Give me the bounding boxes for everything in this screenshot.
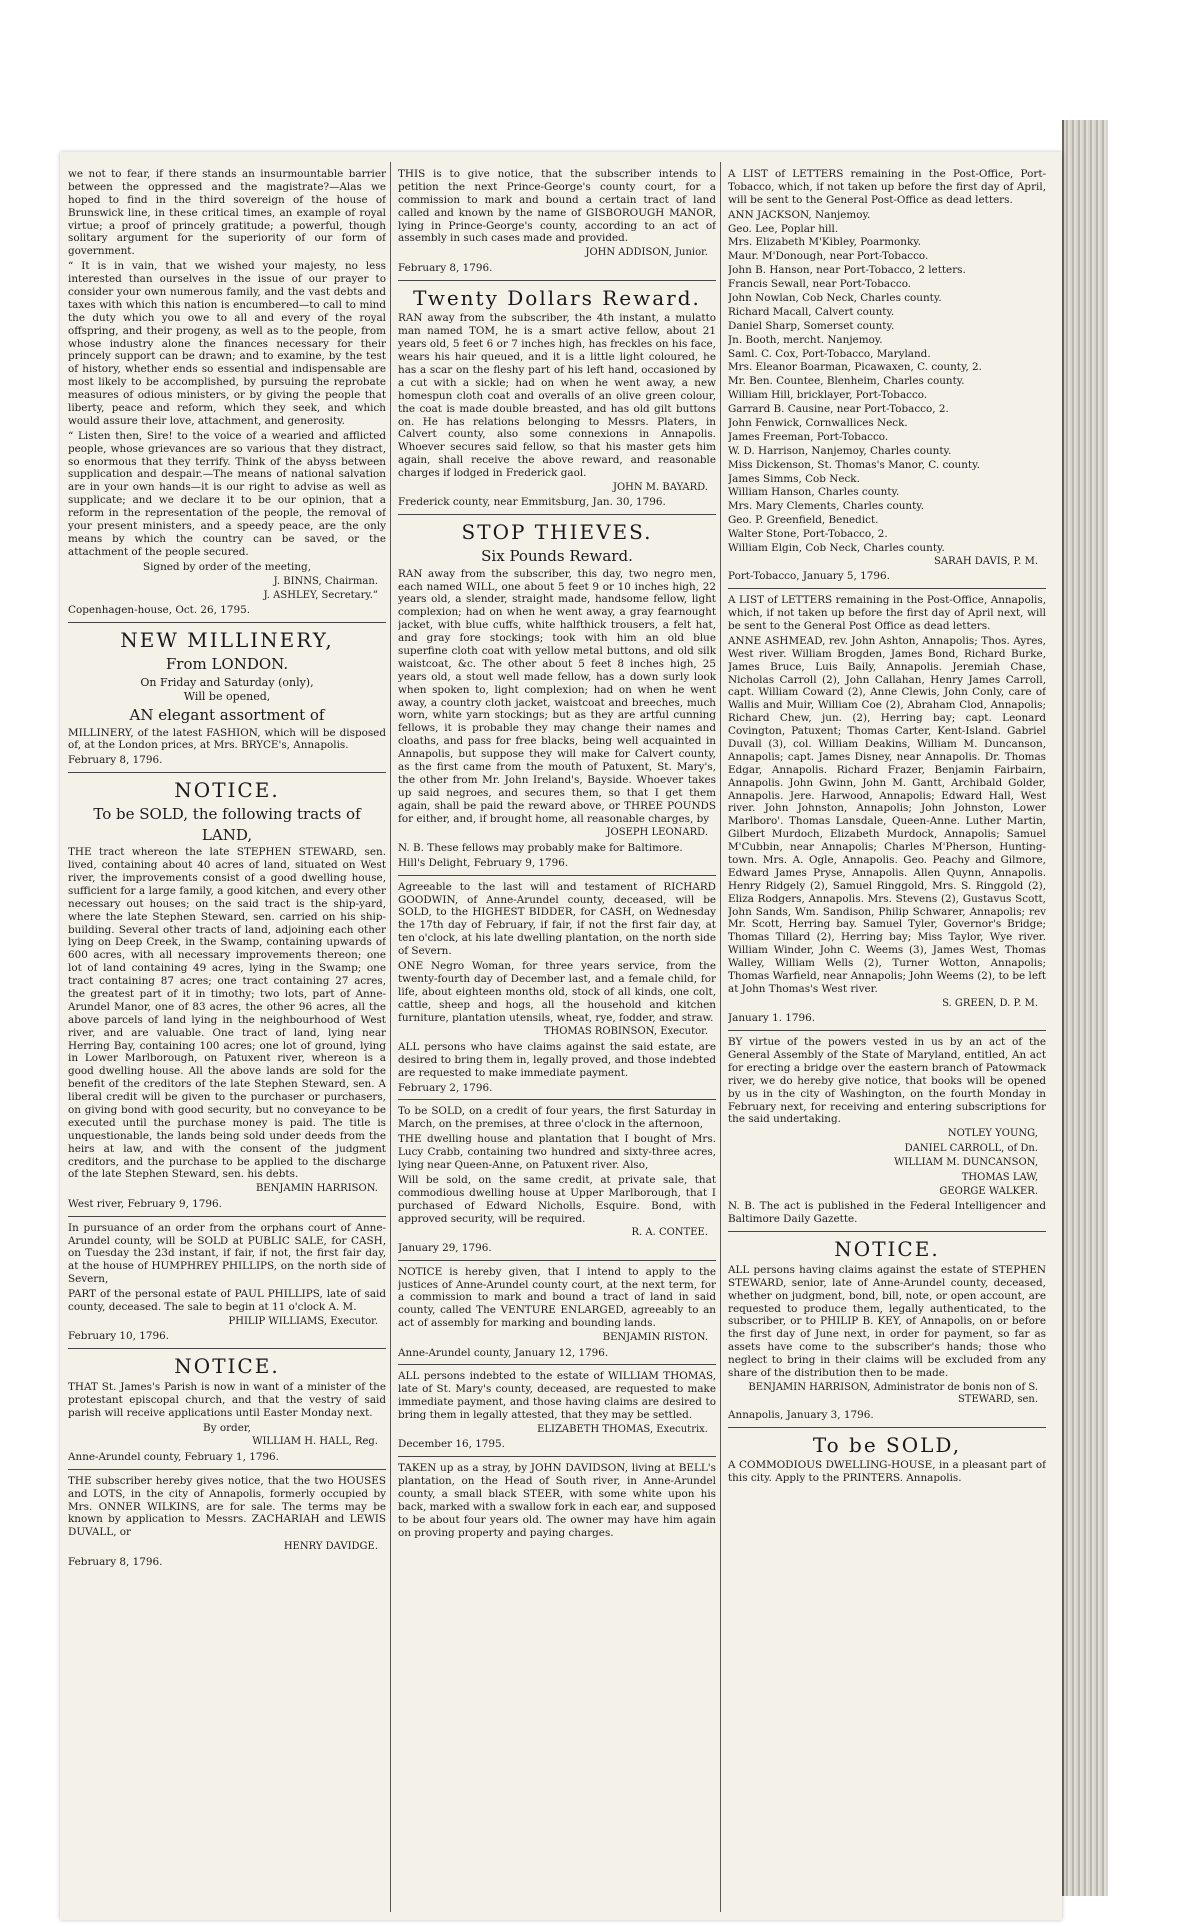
list-item: Geo. Lee, Poplar hill.	[728, 222, 839, 235]
list-item: Garrard B. Causine, near Port-Tobacco, 2.	[728, 403, 949, 416]
petition-notice-body: THIS is to give notice, that the subscriber intends to petition the next Prince-George's county court, for a commission to mark and bound a certain tract of land called and known by the name of GISBOROUGH MANOR, lying in Prince-George's county, according to an act of assembly in such cases made and provided.	[398, 168, 716, 245]
signed-line: Signed by order of the meeting,	[142, 560, 312, 573]
list-item: Francis Sewall, near Port-Tobacco.	[728, 278, 912, 291]
goodwin-signature: THOMAS ROBINSON, Executor.	[543, 1026, 708, 1038]
divider	[728, 588, 1046, 589]
stray-body: TAKEN up as a stray, by JOHN DAVIDSON, living at BELL's plantation, on the Head of South river, in Anne-Arundel county, a small black STEER, with some white upon his back, marked with a swallow fork in each ear, and supposed to be about four years old. The owner may have him again on proving property and paying charges.	[398, 1462, 716, 1539]
letters-list-1-date: Port-Tobacco, January 5, 1796.	[728, 570, 890, 583]
list-item: James Freeman, Port-Tobacco.	[728, 430, 889, 443]
land-body: THE tract whereon the late STEPHEN STEWARD, sen. lived, containing about 40 acres of land, situated on West river, the improvements consist of a good dwelling house, sufficient for a large family, a good kitchen, and every other necessary out houses; on the said tract is the ship-yard, where the late Stephen Steward, sen. carried on his ship-building. Several other tracts of land, adjoining each other lying on Deep Creek, in the Swamp, containing upwards of 600 acres, with all necessary improvements thereon; one lot of land containing 49 acres, lying in the Swamp; one tract containing 87 acres; one tract containing 27 acres, the greatest part of it in timothy; two lots, part of Anne-Arundel Manor, one of 83 acres, the other 96 acres, all the above parcels of land lying in the neighbourhood of West river, and are valuable. One tract of land, lying near Herring Bay, containing 100 acres; one lot of ground, lying in Lower Marlborough, on Patuxent river, whereon is a good dwelling house. All the above lands are sold for the benefit of the creditors of the late Stephen Steward, sen. A liberal credit will be given to the purchaser or purchasers, on giving bond with good security, but no conveyance to be executed until the purchase money is paid. The title is unquestionable, the lands being sold under deeds from the heirs at law, and with the consent of the judgment creditors, and the purchase to be applied to the discharge of the late Stephen Steward, sen. his debts.	[68, 846, 386, 1181]
crabb-body-2: Will be sold, on the same credit, at private sale, that commodious dwelling house at Upper Marlborough, that I purchased of Edward Nicholls, Esquire. Bond, with approved security, will be required.	[398, 1173, 716, 1225]
land-subtitle: To be SOLD, the following tracts of	[93, 804, 361, 823]
riston-date: Anne-Arundel county, January 12, 1796.	[398, 1346, 609, 1359]
list-item: Mr. Ben. Countee, Blenheim, Charles county.	[728, 375, 965, 388]
reward-signature: JOHN M. BAYARD.	[612, 482, 708, 493]
list-item: William Hanson, Charles county.	[728, 486, 900, 499]
bridge-body: BY virtue of the powers vested in us by an act of the General Assembly of the State of Maryland, entitled, An act for erecting a bridge over the eastern branch of Patowmack river, we do hereby give notice, that books will be opened by us in the city of Washington, on the fourth Monday in February next, for receiving and entering subscriptions for the said undertaking.	[728, 1036, 1046, 1126]
notice-title: NOTICE.	[174, 778, 280, 803]
divider	[68, 1216, 386, 1217]
signature-secretary: J. ASHLEY, Secretary.”	[263, 590, 378, 601]
stop-thieves-nb: N. B. These fellows may probably make for Baltimore.	[398, 841, 683, 854]
list-item: Daniel Sharp, Somerset county.	[728, 319, 895, 332]
steward-date: Annapolis, January 3, 1796.	[728, 1408, 874, 1421]
list-item: Richard Macall, Calvert county.	[728, 305, 895, 318]
reward-date: Frederick county, near Emmitsburg, Jan. 30, 1796.	[398, 496, 666, 509]
to-be-sold-title: To be SOLD,	[812, 1432, 962, 1457]
list-item: John Fenwick, Cornwallices Neck.	[728, 417, 908, 430]
letters-list-2-body: ANNE ASHMEAD, rev. John Ashton, Annapolis; Thos. Ayres, West river. William Brogden, James Bond, Richard Burke, James Bruce, Luis Baily, Annapolis. Jeremiah Chase, Nicholas Carroll (2), John Callahan, Henry James Carroll, capt. William Coward (2), Anne Clewis, John Conly, care of Wallis and Muir, William Coe (2), Abraham Clod, Annapolis; Richard Chew, jun. (2), Herring bay; capt. Leonard Covington, Patuxent; Thomas Carter, Kent-Island. Gabriel Duvall (3), col. William Deakins, William M. Duncanson, Annapolis; capt. James Disney, near Annapolis. Dr. Thomas Edgar, Annapolis. Richard Frazer, Benjamin Fairbairn, Annapolis. John Gwinn, John M. Gantt, Archibald Golder, Annapolis. Jere. Harwood, Annapolis; Edward Hall, West river. John Johnston, Annapolis; John Johnston, Lower Marlboro'. Thomas Lansdale, Queen-Anne. Luther Martin, Gilbert Murdoch, Elizabeth Murdock, Annapolis; Samuel M'Cubbin, near Annapolis; Charles M'Pherson, Hunting-town. Mrs. A. Ogle, Annapolis. Geo. Peachy and Gilmore, Edward James Pryse, Annapolis. Allen Quynn, Annapolis. Henry Ridgely (2), Samuel Ringgold, Mrs. S. Ringgold (2), Eliza Rodgers, Annapolis. Mrs. Stevens (2), Gustavus Scott, John Sands, Wm. Sandison, Philip Schwarer, Annapolis; rev Mr. Scott, Herring bay. Samuel Tyler, Governor's Bridge; Thomas Tillard (2), Herring bay; Miss Taylor, Wye river. William Winder, John C. Weems (3), James West, Thomas Walley, William Wells (2), Turner Wotton, Annapolis; Thomas Warfield, near Annapolis; John Weems (2), to be left at John Thomas's West river.	[728, 634, 1046, 995]
list-item: William Hill, bricklayer, Port-Tobacco.	[728, 389, 928, 402]
houses-body: THE subscriber hereby gives notice, that the two HOUSES and LOTS, in the city of Annapolis, formerly occupied by Mrs. ONNER WILKINS, are for sale. The terms may be known by application to Messrs. ZACHARIAH and LEWIS DUVALL, or	[68, 1474, 386, 1539]
divider	[68, 1348, 386, 1349]
letters-list-2-head: A LIST of LETTERS remaining in the Post-Office, Annapolis, which, if not taken up before the first day of April next, will be sent to the General Post Office as dead letters.	[728, 594, 1046, 632]
list-item: Mrs. Eleanor Boarman, Picawaxen, C. county, 2.	[728, 361, 982, 374]
millinery-title: NEW MILLINERY,	[120, 628, 334, 653]
stop-thieves-title: STOP THIEVES.	[461, 520, 653, 545]
houses-signature: HENRY DAVIDGE.	[283, 1541, 378, 1553]
list-item: Geo. P. Greenfield, Benedict.	[728, 514, 879, 527]
list-item: Mrs. Mary Clements, Charles county.	[728, 500, 925, 513]
reward-title: Twenty Dollars Reward.	[413, 285, 701, 310]
orphans-body-2: PART of the personal estate of PAUL PHILLIPS, late of said county, deceased. The sale to begin at 11 o'clock A. M.	[68, 1288, 386, 1313]
steward-signature: BENJAMIN HARRISON, Administrator de bonis non of S. STEWARD, sen.	[748, 1381, 1038, 1406]
to-be-sold-body: A COMMODIOUS DWELLING-HOUSE, in a pleasant part of this city. Apply to the PRINTERS. Annapolis.	[728, 1459, 1046, 1485]
letters-list-1-signature: SARAH DAVIS, P. M.	[934, 555, 1038, 567]
list-item: John Nowlan, Cob Neck, Charles county.	[728, 292, 942, 305]
stop-thieves-date: Hill's Delight, February 9, 1796.	[398, 856, 569, 869]
millinery-body: MILLINERY, of the latest FASHION, which will be disposed of, at the London prices, at Mrs. BRYCE's, Annapolis.	[68, 726, 386, 752]
bridge-signature: WILLIAM M. DUNCANSON,	[894, 1157, 1038, 1169]
millinery-from: From LONDON.	[165, 655, 289, 674]
land-subtitle-2: LAND,	[201, 825, 253, 844]
divider	[398, 875, 716, 876]
column-rule-1	[390, 162, 391, 1912]
bridge-signature: DANIEL CARROLL, of Dn.	[904, 1142, 1038, 1154]
millinery-open: Will be opened,	[183, 690, 271, 704]
millinery-lead: AN elegant assortment of	[129, 705, 325, 724]
goodwin-body-2: ONE Negro Woman, for three years service, from the twenty-fourth day of December last, and a female child, for life, about eighteen months old, stock of all kinds, one colt, cattle, sheep and hogs, all the household and kitchen furniture, plantation utensils, wheat, rye, fodder, and straw.	[398, 960, 716, 1024]
reward-body: RAN away from the subscriber, the 4th instant, a mulatto man named TOM, he is a smart active fellow, about 21 years old, 5 feet 6 or 7 inches high, has freckles on his face, wears his hair queued, and it is a little light coloured, he has a scar on the fleshy part of his left hand, occasioned by a cut with a sickle; had on when he went away, a new homespun cloth coat and overalls of an olive green colour, the coat is made double breasted, and has old gilt buttons on. He has relations belonging to Messrs. Platers, in Calvert county, also some connexions in Annapolis. Whoever secures said fellow, so that his master gets him again, shall receive the above reward, and reasonable charges if lodged in Frederick gaol.	[398, 312, 716, 480]
orphans-signature: PHILIP WILLIAMS, Executor.	[228, 1315, 378, 1327]
houses-date: February 8, 1796.	[68, 1555, 163, 1568]
divider	[728, 1427, 1046, 1428]
bridge-signature: NOTLEY YOUNG,	[947, 1128, 1038, 1140]
divider	[398, 280, 716, 281]
list-item: James Simms, Cob Neck.	[728, 472, 860, 485]
letters-list-2-date: January 1. 1796.	[728, 1012, 816, 1025]
letters-list-1	[728, 209, 1046, 555]
goodwin-body: Agreeable to the last will and testament of RICHARD GOODWIN, of Anne-Arundel county, deceased, will be SOLD, to the HIGHEST BIDDER, for CASH, on Wednesday the 17th day of February, if fair, if not the first fair day, at ten o'clock, at his late dwelling plantation, on the north side of Severn.	[398, 880, 716, 958]
list-item: William Elgin, Cob Neck, Charles county.	[728, 542, 945, 555]
orphans-date: February 10, 1796.	[68, 1330, 170, 1343]
list-item: Miss Dickenson, St. Thomas's Manor, C. county.	[728, 458, 980, 471]
goodwin-date: February 2, 1796.	[398, 1081, 493, 1094]
stop-thieves-body: RAN away from the subscriber, this day, two negro men, each named WILL, one about 5 feet 9 or 10 inches high, 22 years old, a slender, straight made, handsome fellow, light complexion; had on when he went away, a gray fearnought jacket, with blue cuffs, white halfthick trousers, a felt hat, and gray fore stockings; took with him an old blue superfine cloth coat with yellow metal buttons, and old silk waistcoat, &c. The other about 5 feet 8 inches high, 25 years old, a stout well made fellow, has a down surly look when spoken to, light complexion; had on when he went away, a country cloth jacket, waistcoat and breeches, much worn, white yarn stockings; but as they are artful cunning fellows, it is probable they may change their names and cloaths, and pass for free blacks, being well acquainted in Annapolis, but suppose they will make for Calvert county, as the first came from the mouth of Patuxent, St. Mary's, the other from Mr. John Ireland's, Bayside. Whoever takes up said negroes, and secures them, so that I get them again, shall be paid the reward above, or THREE POUNDS for either, and, if brought home, all reasonable charges, by	[398, 567, 716, 825]
parish-order: By order,	[203, 1421, 251, 1434]
list-item: Saml. C. Cox, Port-Tobacco, Maryland.	[728, 347, 931, 360]
goodwin-body-3: ALL persons who have claims against the said estate, are desired to bring them in, legally proved, and those indebted are requested to make immediate payment.	[398, 1040, 716, 1079]
column-1	[68, 168, 386, 1908]
letters-list-2-signature: S. GREEN, D. P. M.	[942, 997, 1038, 1009]
divider	[68, 1469, 386, 1470]
thomas-date: December 16, 1795.	[398, 1438, 505, 1451]
divider	[398, 1456, 716, 1457]
notice-3-title: NOTICE.	[834, 1237, 940, 1262]
petition-para-3: “ Listen then, Sire! to the voice of a wearied and afflicted people, whose grievances are so various that they distract, so enormous that they terrify. Think of the abyss between supplication and despair.—The means of national salvation are in your own hands—it is our right to advise as well as supplicate; and we declare it to be our opinion, that a reform in the representation of the people, the removal of your present ministers, and a speedy peace, are the only means by which the country can be saved, or the attachment of the people secured.	[68, 429, 386, 558]
parish-date: Anne-Arundel county, February 1, 1796.	[68, 1450, 279, 1463]
crabb-signature: R. A. CONTEE.	[631, 1227, 708, 1239]
riston-body: NOTICE is hereby given, that I intend to apply to the justices of Anne-Arundel county court, at the next term, for a commission to mark and bound a tract of land in said county, called The VENTURE ENLARGED, agreeably to an act of assembly for marking and bounding lands.	[398, 1265, 716, 1330]
stop-thieves-signature: JOSEPH LEONARD.	[606, 827, 708, 839]
letters-list-1-head: A LIST of LETTERS remaining in the Post-Office, Port-Tobacco, which, if not taken up before the first day of April, will be sent to the General Post-Office as dead letters.	[728, 168, 1046, 206]
list-item: ANN JACKSON, Nanjemoy.	[728, 208, 871, 221]
land-signature: BENJAMIN HARRISON.	[255, 1183, 378, 1195]
crabb-head: To be SOLD, on a credit of four years, the first Saturday in March, on the premises, at three o'clock in the afternoon,	[398, 1105, 716, 1131]
newspaper-page	[60, 152, 1062, 1920]
steward-body: ALL persons having claims against the estate of STEPHEN STEWARD, senior, late of Anne-Arundel county, deceased, whether on judgment, bond, bill, note, or open account, are requested to produce them, legally authenticated, to the subscriber, or to PHILIP B. KEY, of Annapolis, on or before the first day of June next, in order for payment, so far as assets have come to the subscriber's hands; those who neglect to bring in their claims will be excluded from any share of the distribution then to be made.	[728, 1263, 1046, 1379]
list-item: John B. Hanson, near Port-Tobacco, 2 letters.	[728, 264, 966, 277]
crabb-date: January 29, 1796.	[398, 1241, 492, 1254]
petition-signature: JOHN ADDISON, Junior.	[585, 247, 708, 259]
column-2	[398, 168, 716, 1908]
parish-signature: WILLIAM H. HALL, Reg.	[252, 1436, 378, 1448]
parish-body: THAT St. James's Parish is now in want of a minister of the protestant episcopal church, and that the vestry of said parish will receive applications until Easter Monday next.	[68, 1380, 386, 1419]
divider	[728, 1030, 1046, 1031]
petition-para-2: “ It is in vain, that we wished your majesty, no less interested than ourselves in the issue of our prayer to consider your own numerous family, and the vast debts and taxes with which this nation is encumbered—to call to mind the duty which you owe to all and every of the royal offspring, and their progeny, as well as to the people, from whose industry alone the finances necessary for their princely support can be drawn; and to examine, by the test of history, whether ends so essential and indispensable are most likely to be accomplished, by pursuing the reprobate measures of odious ministers, or by giving the people that liberty, peace and reform, which they seek, and which would assure their love, attachment, and generosity.	[68, 260, 386, 427]
divider	[398, 1260, 716, 1261]
millinery-days: On Friday and Saturday (only),	[140, 675, 314, 689]
divider	[68, 622, 386, 623]
riston-signature: BENJAMIN RISTON.	[602, 1332, 708, 1344]
book-gutter-edge	[1062, 120, 1108, 1896]
petition-intro: we not to fear, if there stands an insurmountable barrier between the oppressed and the magistrate?—Alas we hoped to find in the third sovereign of the house of Brunswick line, in these critical times, an example of royal virtue; a proof of princely gratitude; a powerful, though solitary argument for the superiority of our form of government.	[68, 168, 386, 258]
crabb-body: THE dwelling house and plantation that I bought of Mrs. Lucy Crabb, containing two hundred and sixty-three acres, lying near Queen-Anne, on Patuxent river. Also,	[398, 1133, 716, 1171]
list-item: Walter Stone, Port-Tobacco, 2.	[728, 528, 888, 541]
millinery-date: February 8, 1796.	[68, 754, 163, 767]
divider	[398, 1099, 716, 1100]
bridge-signature: GEORGE WALKER.	[939, 1185, 1038, 1197]
thomas-body: ALL persons indebted to the estate of WILLIAM THOMAS, late of St. Mary's county, deceased, are requested to make immediate payment, and those having claims are desired to bring them in legally attested, that they may be settled.	[398, 1370, 716, 1422]
list-item: W. D. Harrison, Nanjemoy, Charles county.	[728, 444, 952, 457]
divider	[728, 1231, 1046, 1232]
notice-2-title: NOTICE.	[174, 1354, 280, 1379]
divider	[398, 514, 716, 515]
orphans-body: In pursuance of an order from the orphans court of Anne-Arundel county, will be SOLD at PUBLIC SALE, for CASH, on Tuesday the 23d instant, if fair, if not, the first fair day, at the house of HUMPHREY PHILLIPS, on the north side of Severn,	[68, 1221, 386, 1286]
thomas-signature: ELIZABETH THOMAS, Executrix.	[537, 1424, 708, 1435]
divider	[68, 772, 386, 773]
stop-thieves-subtitle: Six Pounds Reward.	[481, 547, 633, 566]
column-rule-2	[720, 162, 721, 1912]
list-item: Jn. Booth, mercht. Nanjemoy.	[728, 333, 883, 346]
bridge-signature: THOMAS LAW,	[961, 1171, 1038, 1183]
column-3	[728, 168, 1046, 1908]
petition-date: February 8, 1796.	[398, 261, 493, 274]
signature-chairman: J. BINNS, Chairman.	[273, 575, 378, 587]
list-item: Mrs. Elizabeth M'Kibley, Poarmonky.	[728, 236, 922, 249]
bridge-nb: N. B. The act is published in the Federal Intelligencer and Baltimore Daily Gazette.	[728, 1200, 1046, 1226]
land-date: West river, February 9, 1796.	[68, 1197, 222, 1210]
dateline: Copenhagen-house, Oct. 26, 1795.	[68, 604, 251, 617]
divider	[398, 1364, 716, 1365]
list-item: Maur. M'Donough, near Port-Tobacco.	[728, 250, 929, 263]
